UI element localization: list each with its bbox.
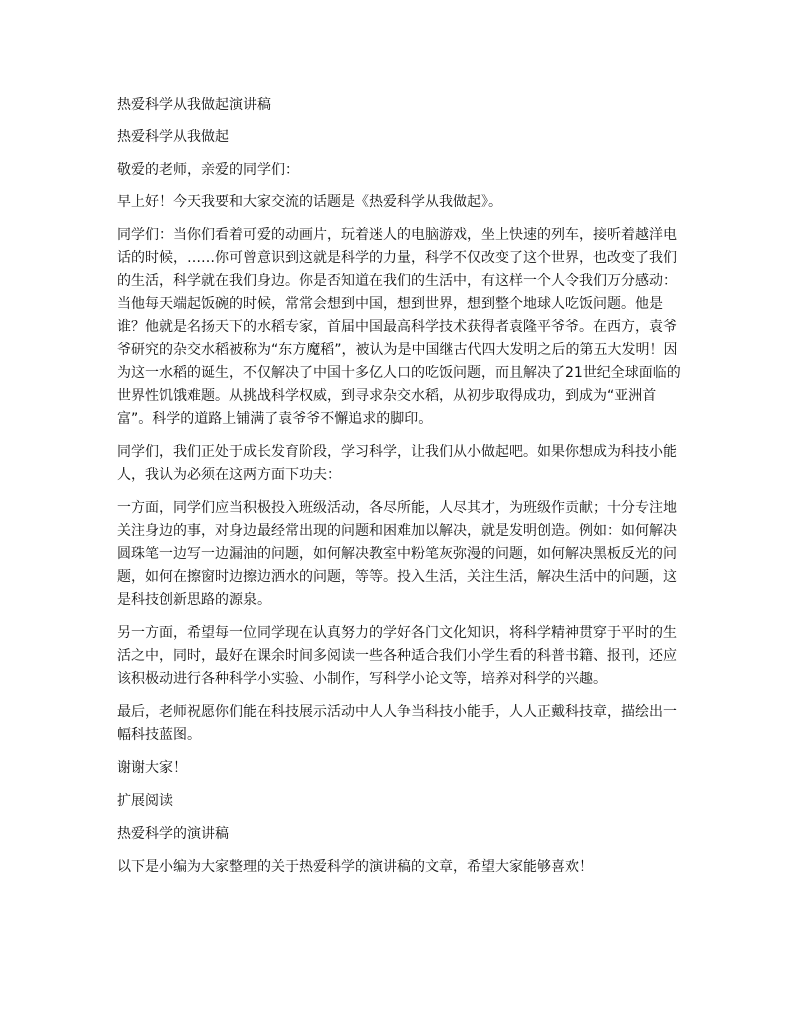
extended-reading-intro: 以下是小编为大家整理的关于热爱科学的演讲稿的文章，希望大家能够喜欢！	[117, 859, 593, 875]
document-subtitle: 热爱科学从我做起	[117, 129, 229, 145]
paragraph: 最后，老师祝愿你们能在科技展示活动中人人争当科技小能手，人人正戴科技章，描绘出一幅科技蓝图。	[117, 704, 677, 743]
document-page	[117, 94, 683, 889]
extended-reading-title: 热爱科学的演讲稿	[117, 826, 229, 842]
opening-line: 早上好！今天我要和大家交流的话题是《热爱科学从我做起》。	[117, 194, 502, 210]
paragraph: 一方面，同学们应当积极投入班级活动，各尽所能，人尽其才，为班级作贡献；十分专注地关注身边的事，对身边最经常出现的问题和困难加以解决，就是发明创造。例如：如何解决圆珠笔一边写一边漏油的问题，如何解决教室中粉笔灰弥漫的问题，如何解决黑板反光的问题，如何在擦窗时边擦边洒水的问题，等等。投入生活，关注生活，解决生活中的问题，这是科技创新思路的源泉。	[117, 500, 677, 608]
paragraph: 同学们：当你们看着可爱的动画片，玩着迷人的电脑游戏，坐上快速的列车，接听着越洋电话的时候，……你可曾意识到这就是科学的力量，科学不仅改变了这个世界，也改变了我们的生活，科学就在我们身边。你是否知道在我们的生活中，有这样一个人令我们万分感动：当他每天端起饭碗的时候，常常会想到中国，想到世界，想到整个地球人吃饭问题。他是谁？他就是名扬天下的水稻专家，首届中国最高科学技术获得者袁隆平爷爷。在西方，袁爷爷研究的杂交水稻被称为“东方魔稻”，被认为是中国继古代四大发明之后的第五大发明！因为这一水稻的诞生，不仅解决了中国十多亿人口的吃饭问题，而且解决了21世纪全球面临的世界性饥饿难题。从挑战科学权威，到寻求杂交水稻，从初步取得成功，到成为“亚洲首富”。科学的道路上铺满了袁爷爷不懈追求的脚印。	[117, 227, 681, 427]
closing-line: 谢谢大家！	[117, 760, 187, 776]
document-title: 热爱科学从我做起演讲稿	[117, 97, 271, 113]
greeting: 敬爱的老师，亲爱的同学们：	[117, 162, 299, 178]
extended-reading-label: 扩展阅读	[117, 793, 173, 809]
paragraph: 同学们，我们正处于成长发育阶段，学习科学，让我们从小做起吧。如果你想成为科技小能人，我认为必须在这两方面下功夫：	[117, 444, 677, 483]
paragraph: 另一方面，希望每一位同学现在认真努力的学好各门文化知识，将科学精神贯穿于平时的生活之中，同时，最好在课余时间多阅读一些各种适合我们小学生看的科普书籍、报刊，还应该积极动进行各种科学小实验、小制作，写科学小论文等，培养对科学的兴趣。	[117, 625, 677, 687]
